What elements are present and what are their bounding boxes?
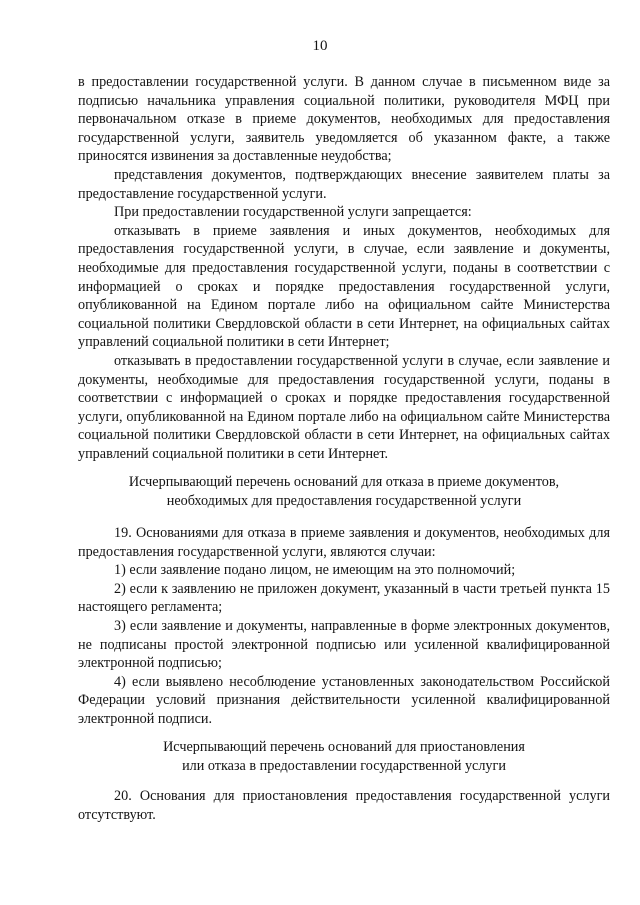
body-section-1 <box>78 73 610 463</box>
paragraph: представления документов, подтверждающих внесение заявителем платы за предоставление государственной услуги. <box>78 166 610 202</box>
section-heading-suspension <box>78 738 610 775</box>
page-number: 10 <box>312 38 328 54</box>
paragraph: отказывать в предоставлении государственной услуги в случае, если заявление и документы, необходимые для предоставления государственной услуги, поданы в соответствии с информацией о сроках и порядке предоставления государственной услуги, опубликованной на Едином портале либо на официальном сайте Министерства социальной политики Свердловской области в сети Интернет, на официальных сайтах управлений социальной политики в сети Интернет. <box>78 352 610 462</box>
heading-line: Исчерпывающий перечень оснований для приостановления <box>163 739 525 755</box>
section-heading-refusal-documents <box>78 473 610 510</box>
body-section-3 <box>78 787 610 824</box>
paragraph: в предоставлении государственной услуги. В данном случае в письменном виде за подписью начальника управления социальной политики, руководителя МФЦ при первоначальном отказе в приеме документов, необходимых для предоставления государственной услуги, заявитель уведомляется об указанном факте, а также приносятся извинения за доставленные неудобства; <box>78 74 610 165</box>
list-item: 1) если заявление подано лицом, не имеющим на это полномочий; <box>114 562 516 579</box>
paragraph: 20. Основания для приостановления предоставления государственной услуги отсутствуют. <box>78 788 610 823</box>
body-section-2 <box>78 524 610 729</box>
paragraph: При предоставлении государственной услуги запрещается: <box>114 204 472 221</box>
heading-line: необходимых для предоставления государственной услуги <box>166 492 522 509</box>
heading-line: Исчерпывающий перечень оснований для отказа в приеме документов, <box>128 474 560 490</box>
paragraph: 19. Основаниями для отказа в приеме заявления и документов, необходимых для предоставления государственной услуги, являются случаи: <box>78 525 610 560</box>
heading-line: или отказа в предоставлении государственной услуги <box>182 757 506 774</box>
paragraph: отказывать в приеме заявления и иных документов, необходимых для предоставления государственной услуги, в случае, если заявление и документы, необходимые для предоставления государственной услуги, поданы в соответствии с информацией о сроках и порядке предоставления государственной услуги, опубликованной на Едином портале либо на официальном сайте Министерства социальной политики Свердловской области в сети Интернет, на официальных сайтах управлений социальной политики в сети Интернет; <box>78 222 610 351</box>
list-item: 2) если к заявлению не приложен документ, указанный в части третьей пункта 15 настоящего регламента; <box>78 580 610 616</box>
list-item: 4) если выявлено несоблюдение установленных законодательством Российской Федерации условий признания действительности усиленной квалифицированной электронной подписи. <box>78 673 610 727</box>
list-item: 3) если заявление и документы, направленные в форме электронных документов, не подписаны простой электронной подписью или усиленной квалифицированной электронной подписью; <box>78 617 610 672</box>
